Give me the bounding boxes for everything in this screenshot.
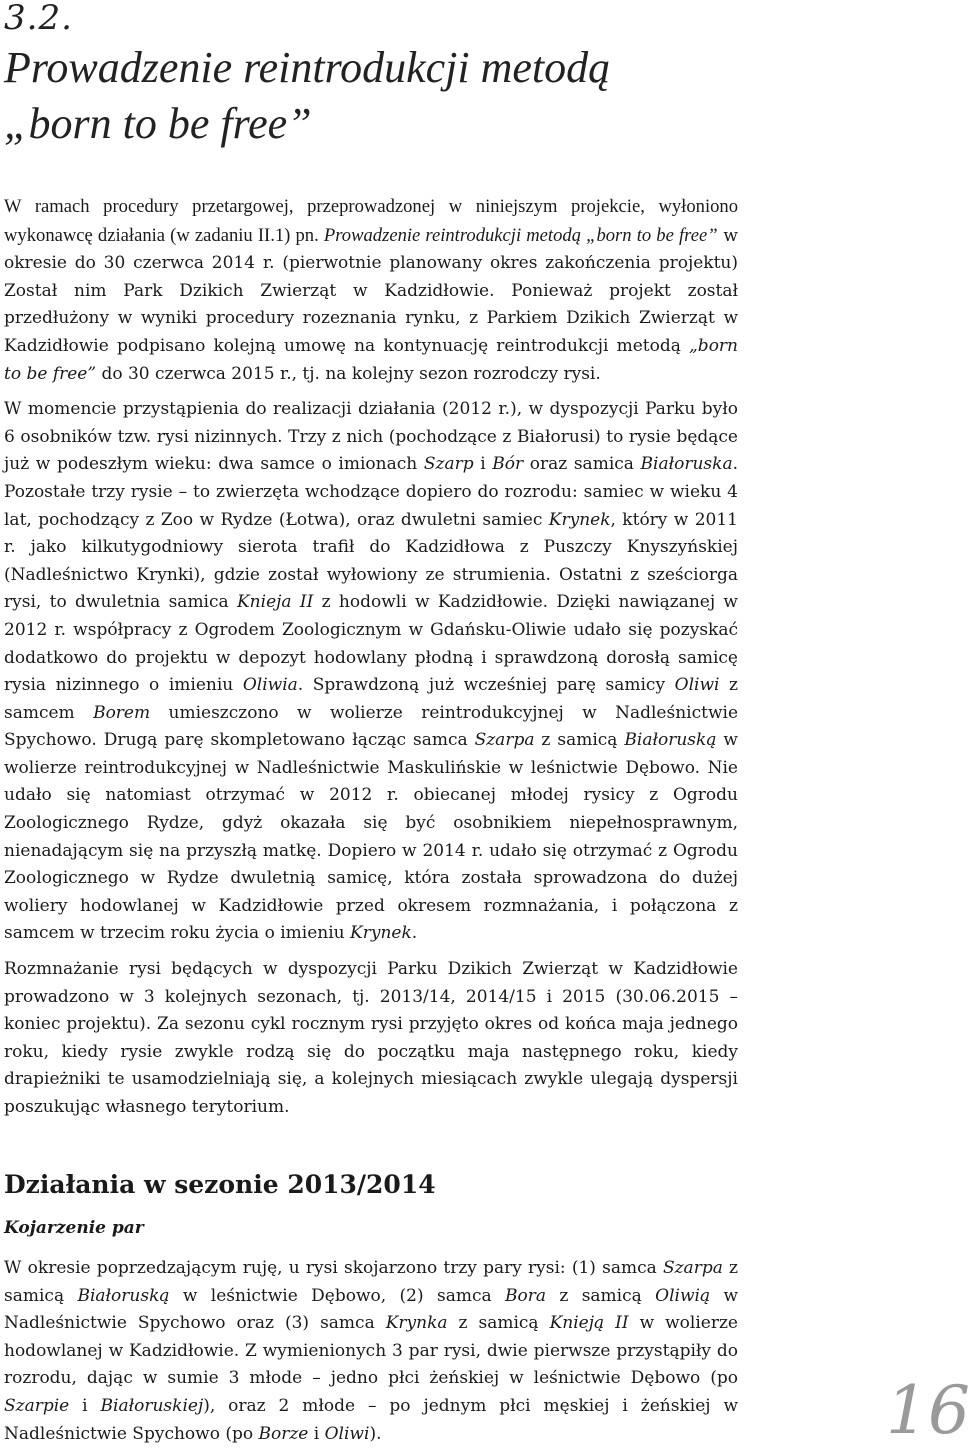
text-run: W momencie przystąpienia do realizacji działania (2012 r.), w dyspozycji Parku było 6 osobników tzw. rysi nizinnych. Trzy z nich (pochodzące z Białorusi) to rysie będące już w podeszłym wieku: dwa samce o imionach xyxy=(4,399,738,475)
text-run: . Pozostałe trzy rysie – to zwierzęta wchodzące dopiero do rozrodu: samiec w wieku 4 lat, pochodzący z Zoo w Rydze (Łotwa), oraz dwuletni samiec xyxy=(4,454,738,530)
lynx-name: Oliwią xyxy=(655,1285,711,1306)
text-run: w leśnictwie Dębowo, (2) samca xyxy=(169,1285,505,1306)
season-text xyxy=(4,1255,738,1456)
section-number: 3.2. xyxy=(4,0,73,38)
lynx-name: Białoruską xyxy=(624,730,717,751)
text-run: , który w 2011 r. jako kilkutygodniowy sierota trafił do Kadzidłowa z Puszczy Knyszyńskiej (Nadleśnictwo Krynki), gdzie został wyłowiony ze strumienia. Ostatni z sześciorga rysi, to dwuletnia samica xyxy=(4,509,739,613)
paragraph-contractor xyxy=(4,193,738,388)
lynx-name: Szarpa xyxy=(662,1258,723,1278)
lynx-name: Bora xyxy=(505,1285,546,1306)
lynx-name: Borem xyxy=(93,702,151,723)
paragraph-lynx-stock xyxy=(4,396,738,948)
text-run: w wolierze reintrodukcyjnej w Nadleśnictwie Maskulińskie w leśnictwie Dębowo. Nie udało się natomiast otrzymać w 2012 r. obiecanej młodej rysicy z Ogrodu Zoologicznego Rydze, gdyż okazała się być osobnikiem niepełnosprawnym, nienadającym się na przyszłą matkę. Dopiero w 2014 r. udało się otrzymać z Ogrodu Zoologicznego w Rydze dwuletnią samicę, która została sprowadzona do dużej woliery hodowlanej w Kadzidłowie przed okresem rozmnażania, i połączona z samcem w trzecim roku życia o imieniu xyxy=(4,730,738,944)
season-heading: Działania w sezonie 2013/2014 xyxy=(4,1170,436,1199)
lynx-name: Krynka xyxy=(385,1313,448,1334)
text-run: i xyxy=(308,1423,325,1444)
text-run: z samicą xyxy=(4,1258,738,1306)
lynx-name: Borze xyxy=(258,1423,309,1444)
text-run: Ponieważ projekt został przedłużony w wyniki procedury rozeznania rynku, z Parkiem Dzikich Zwierząt w Kadzidłowie podpisano kolejną umowę na kontynuację reintrodukcji metodą xyxy=(4,280,739,356)
text-run: umieszczono w wolierze reintrodukcyjnej w Nadleśnictwie Spychowo. Drugą parę skompletowano łącząc samca xyxy=(4,702,738,751)
lynx-name: Oliwi xyxy=(674,675,720,696)
text-run: i xyxy=(473,454,493,475)
text-run: ). xyxy=(369,1423,382,1444)
text-run: W okresie poprzedzającym ruję, u rysi skojarzono trzy pary rysi: (1) samca xyxy=(4,1258,663,1278)
paragraph-pairing xyxy=(4,1255,738,1448)
text-run: w okresie do 30 czerwca 2014 r. (pierwotnie planowany okres zakończenia projektu) Został nim Park Dzikich Zwierząt w Kadzidłowie. xyxy=(4,225,738,301)
lynx-name: Białoruskiej xyxy=(100,1395,204,1416)
text-run: w Nadleśnictwie Spychowo oraz (3) samca xyxy=(4,1285,738,1334)
paragraph-breeding-seasons: Rozmnażanie rysi będących w dyspozycji Parku Dzikich Zwierząt w Kadzidłowie prowadzono w 3 kolejnych sezonach, tj. 2013/14, 2014/15 i 2015 (30.06.2015 – koniec projektu). Za sezonu cykl rocznym rysi przyjęto okres od końca maja jednego roku, kiedy rysie zwykle rodzą się do początku maja następnego roku, kiedy drapieżniki te usamodzielniają się, a kolejnych miesiącach zwykle ulegają dyspersji poszukując własnego terytorium. xyxy=(4,959,738,1117)
lynx-name: Białoruska xyxy=(640,454,733,475)
lynx-name: Oliwi xyxy=(324,1423,370,1444)
lynx-name: Szarp xyxy=(423,454,474,475)
intro-text xyxy=(4,193,738,1130)
text-run: z samicą xyxy=(534,730,625,751)
text-run: z samicą xyxy=(546,1285,656,1306)
text-run: W ramach procedury przetargowej, przeprowadzonej w niniejszym projekcie, wyłoniono wykonawcę działania (w zadaniu II.1) pn. xyxy=(4,196,738,246)
lynx-name: Oliwia xyxy=(242,675,298,696)
text-run: . xyxy=(411,923,418,944)
lynx-name: Krynek xyxy=(350,923,412,944)
lynx-name: Bór xyxy=(492,454,524,475)
lynx-name: Knieją II xyxy=(549,1313,629,1334)
italic-run: Prowadzenie reintrodukcji metodą „born to be free” xyxy=(323,224,718,246)
lynx-name: Szarpie xyxy=(4,1395,70,1416)
lynx-name: Szarpa xyxy=(474,730,535,751)
text-run: z samcem xyxy=(4,675,738,723)
text-run: w wolierze hodowlanej w Kadzidłowie. Z wymienionych 3 par rysi, dwie pierwsze przystąpiły do rozrodu, dając w sumie 3 młode – jedno płci żeńskiej w leśnictwie Dębowo (po xyxy=(4,1313,738,1389)
section-title xyxy=(4,40,904,152)
text-run: i xyxy=(69,1395,101,1416)
lynx-name: Knieja II xyxy=(236,592,314,613)
italic-run: „born to be free” xyxy=(4,335,738,384)
section-title-line-1: Prowadzenie reintrodukcji metodą xyxy=(4,43,611,92)
text-run: z samicą xyxy=(447,1313,550,1334)
section-title-line-2: „born to be free” xyxy=(4,99,312,148)
text-run: z hodowli w Kadzidłowie. Dzięki nawiązanej w 2012 r. współpracy z Ogrodem Zoologicznym w Gdańsku-Oliwie udało się pozyskać dodatkowo do projektu w depozyt hodowlany płodną i sprawdzoną dorosłą samicę rysia nizinnego o imieniu xyxy=(4,592,738,696)
lynx-name: Krynek xyxy=(548,509,611,530)
page-number: 16 xyxy=(886,1372,970,1449)
text-run: . Sprawdzoną już wcześniej parę samicy xyxy=(297,675,675,696)
lynx-name: Białoruską xyxy=(77,1285,170,1306)
text-run: do 30 czerwca 2015 r., tj. na kolejny sezon rozrodczy rysi. xyxy=(96,363,601,384)
text-run: oraz samica xyxy=(523,454,641,475)
pairing-subheading: Kojarzenie par xyxy=(4,1218,144,1238)
text-run: ), oraz 2 młode – po jednym płci męskiej i żeńskiej w Nadleśnictwie Spychowo (po xyxy=(4,1395,738,1444)
